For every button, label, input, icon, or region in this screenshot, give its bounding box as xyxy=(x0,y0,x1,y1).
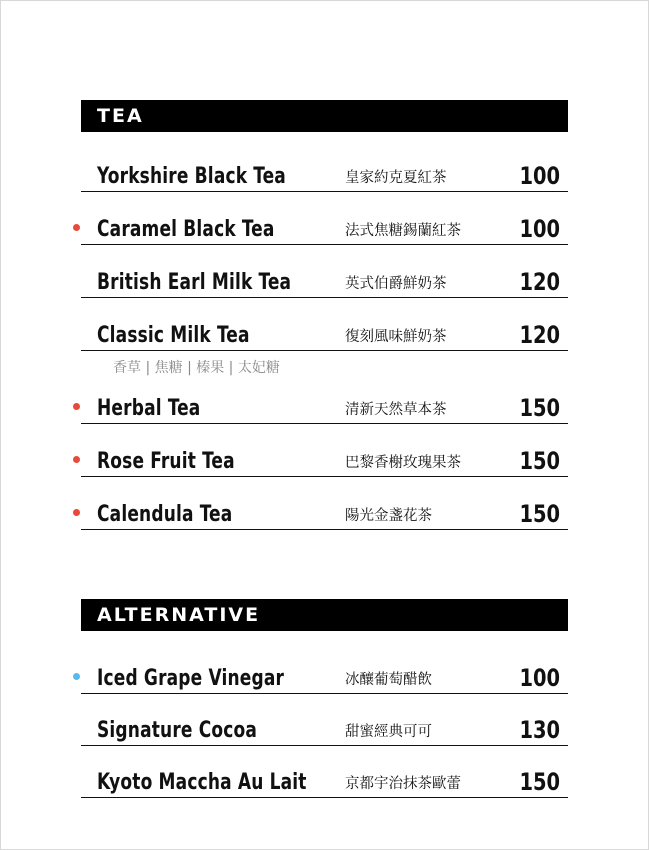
item-price: 150 xyxy=(519,768,560,796)
menu-item-herbal-tea xyxy=(81,384,568,424)
item-price: 150 xyxy=(519,394,560,422)
item-name-en: Calendula Tea xyxy=(97,502,233,527)
menu-item-signature-cocoa xyxy=(81,706,568,746)
milk-tea-flavor-options: 香草 | 焦糖 | 榛果 | 太妃糖 xyxy=(113,360,280,376)
menu-item-kyoto-maccha-au-lait xyxy=(81,758,568,798)
item-name-en: Herbal Tea xyxy=(97,396,201,421)
item-name-en: Signature Cocoa xyxy=(97,718,258,743)
menu-item-caramel-black-tea xyxy=(81,205,568,245)
item-price: 150 xyxy=(519,500,560,528)
item-name-zh: 甜蜜經典可可 xyxy=(345,724,432,740)
item-price: 150 xyxy=(519,447,560,475)
item-name-zh: 英式伯爵鮮奶茶 xyxy=(345,276,447,292)
item-name-zh: 京都宇治抹茶歐蕾 xyxy=(345,776,461,792)
item-name-zh: 清新天然草本茶 xyxy=(345,402,447,418)
menu-item-calendula-tea xyxy=(81,490,568,530)
menu-item-classic-milk-tea xyxy=(81,311,568,351)
new-marker-dot-icon xyxy=(73,509,80,516)
menu-item-british-earl-milk-tea xyxy=(81,258,568,298)
item-price: 130 xyxy=(519,716,560,744)
item-price: 100 xyxy=(519,215,560,243)
menu-item-iced-grape-vinegar xyxy=(81,654,568,694)
menu-item-yorkshire-black-tea xyxy=(81,152,568,192)
item-name-zh: 法式焦糖錫蘭紅茶 xyxy=(345,223,461,239)
section-header-alternative xyxy=(81,599,568,631)
new-marker-dot-icon xyxy=(73,403,80,410)
item-name-en: Iced Grape Vinegar xyxy=(97,666,285,691)
item-name-zh: 皇家約克夏紅茶 xyxy=(345,170,447,186)
section-title: ALTERNATIVE xyxy=(97,604,261,626)
item-price: 120 xyxy=(519,268,560,296)
section-title: TEA xyxy=(97,105,144,127)
item-name-zh: 巴黎香榭玫瑰果茶 xyxy=(345,455,461,471)
item-name-zh: 陽光金盞花茶 xyxy=(345,508,432,524)
item-name-en: Yorkshire Black Tea xyxy=(97,164,286,189)
item-name-en: Classic Milk Tea xyxy=(97,323,250,348)
new-marker-dot-icon xyxy=(73,224,80,231)
item-name-en: Caramel Black Tea xyxy=(97,217,275,242)
item-name-zh: 復刻風味鮮奶茶 xyxy=(345,329,447,345)
item-price: 100 xyxy=(519,664,560,692)
item-price: 100 xyxy=(519,162,560,190)
section-header-tea xyxy=(81,100,568,132)
item-name-en: British Earl Milk Tea xyxy=(97,270,292,295)
new-marker-dot-icon xyxy=(73,456,80,463)
item-name-en: Kyoto Maccha Au Lait xyxy=(97,770,307,795)
cold-marker-dot-icon xyxy=(73,673,80,680)
menu-item-rose-fruit-tea xyxy=(81,437,568,477)
item-price: 120 xyxy=(519,321,560,349)
item-name-en: Rose Fruit Tea xyxy=(97,449,235,474)
item-name-zh: 冰釀葡萄醋飲 xyxy=(345,672,432,688)
